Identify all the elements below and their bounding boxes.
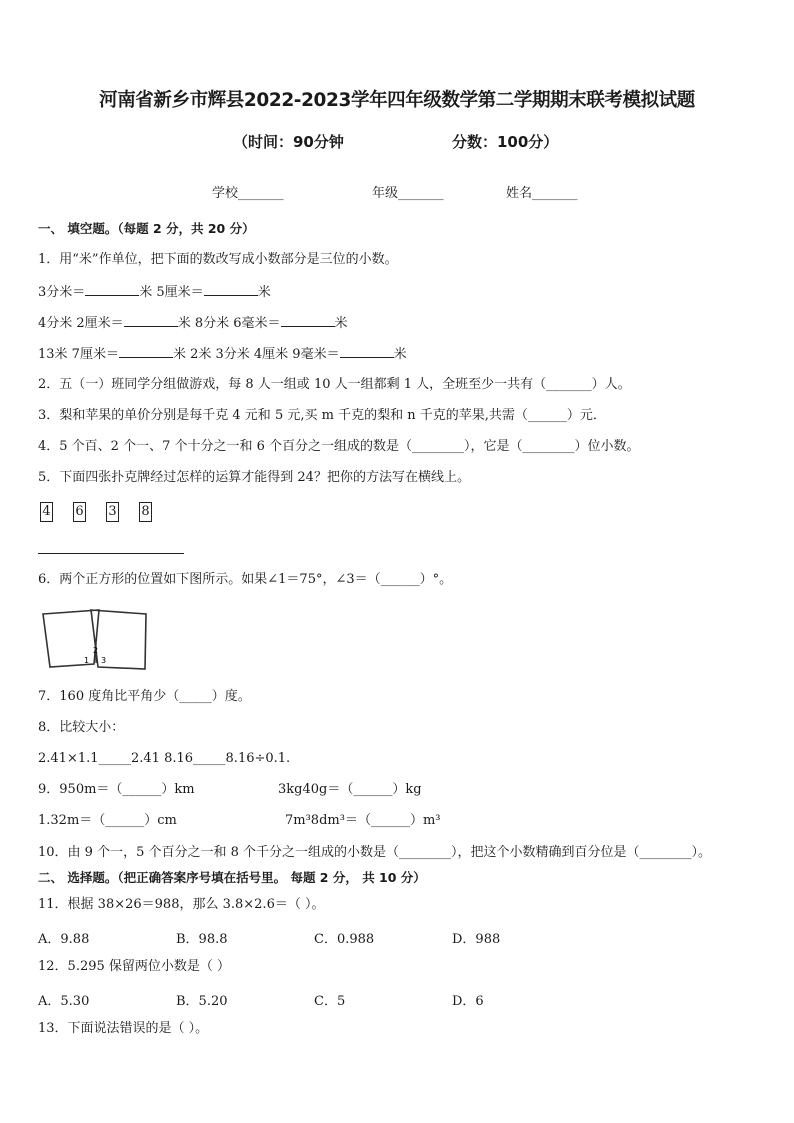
q1-l1-part-a: 3分米＝ (38, 285, 86, 300)
q1-l3-part-b: 米 2米 3分米 4厘米 9毫米＝ (172, 347, 340, 362)
q1-l3-part-a: 13米 7厘米＝ (38, 347, 119, 362)
q12-option-d: D．6 (452, 994, 484, 1009)
answer-blank (204, 283, 258, 296)
question-9-d: 7m³8dm³＝（______）m³ (285, 813, 441, 828)
q1-l2-part-a: 4分米 2厘米＝ (38, 316, 124, 331)
question-1-line-2 (38, 314, 348, 332)
question-7: 7．160 度角比平角少（_____）度。 (38, 689, 251, 704)
question-6: 6．两个正方形的位置如下图所示。如果∠1＝75°，∠3＝（______）°。 (38, 572, 453, 587)
q11-option-b: B．98.8 (176, 932, 228, 947)
squares-figure (38, 603, 150, 671)
answer-blank (85, 283, 139, 296)
question-2: 2．五（一）班同学分组做游戏，每 8 人一组或 10 人一组都剩 1 人，全班至少一共有（_______）人。 (38, 377, 631, 392)
question-1-stem: 1．用“米”作单位，把下面的数改写成小数部分是三位的小数。 (38, 252, 398, 267)
question-9-b: 3kg40g＝（______）kg (278, 782, 422, 797)
question-13: 13．下面说法错误的是（ ）。 (38, 1021, 209, 1036)
question-11: 11．根据 38×26＝988，那么 3.8×2.6＝（ ）。 (38, 897, 325, 912)
q1-l2-part-c: 米 (334, 316, 348, 331)
q12-option-c: C．5 (314, 994, 346, 1009)
angle-2-label: 2 (93, 646, 99, 655)
question-9-c: 1.32m＝（______）cm (38, 813, 177, 828)
q1-l1-part-b: 米 5厘米＝ (139, 285, 204, 300)
question-1-line-3 (38, 345, 407, 363)
grade-field: 年级_______ (372, 186, 444, 201)
playing-card: 8 (139, 502, 152, 522)
playing-card: 6 (73, 502, 86, 522)
q11-option-a: A．9.88 (38, 932, 90, 947)
question-8-comparisons: 2.41×1.1_____2.41 8.16_____8.16÷0.1. (38, 751, 291, 766)
exam-time: （时间：90分钟 (233, 133, 344, 151)
question-5: 5．下面四张扑克牌经过怎样的运算才能得到 24？把你的方法写在横线上。 (38, 470, 470, 485)
right-square (91, 610, 146, 669)
q11-option-c: C．0.988 (314, 932, 375, 947)
playing-card: 4 (40, 502, 53, 522)
school-field: 学校_______ (212, 186, 284, 201)
answer-blank (340, 345, 394, 358)
exam-title: 河南省新乡市辉县2022-2023学年四年级数学第二学期期末联考模拟试题 (99, 90, 695, 111)
angle-3-label: 3 (101, 656, 107, 665)
question-1-line-1 (38, 283, 271, 301)
answer-blank (119, 345, 173, 358)
question-3: 3．梨和苹果的单价分别是每千克 4 元和 5 元,买 m 千克的梨和 n 千克的苹果,共需（______）元． (38, 408, 606, 423)
question-10: 10．由 9 个一，5 个百分之一和 8 个千分之一组成的小数是（________），把这个小数精确到百分位是（________）。 (38, 845, 712, 860)
q1-l1-part-c: 米 (257, 285, 271, 300)
question-9-a: 9．950m＝（______）km (38, 782, 195, 797)
question-12: 12．5.295 保留两位小数是（ ） (38, 959, 231, 974)
angle-1-label: 1 (84, 656, 90, 665)
section-2-heading: 二、 选择题。（把正确答案序号填在括号里。 每题 2 分， 共 10 分） (38, 870, 426, 885)
question-8: 8．比较大小： (38, 720, 125, 735)
question-4: 4．5 个百、2 个一、7 个十分之一和 6 个百分之一组成的数是（________），它是（________）位小数。 (38, 439, 640, 454)
name-field: 姓名_______ (506, 186, 578, 201)
q1-l3-part-c: 米 (393, 347, 407, 362)
q11-option-d: D．988 (452, 932, 501, 947)
answer-line (38, 553, 184, 554)
playing-card: 3 (106, 502, 119, 522)
section-1-heading: 一、 填空题。（每题 2 分，共 20 分） (38, 221, 255, 236)
answer-blank (124, 314, 178, 327)
exam-score: 分数：100分） (452, 133, 559, 151)
q12-option-b: B．5.20 (176, 994, 228, 1009)
q1-l2-part-b: 米 8分米 6毫米＝ (177, 316, 281, 331)
answer-blank (281, 314, 335, 327)
q12-option-a: A．5.30 (38, 994, 90, 1009)
left-square (43, 610, 99, 667)
